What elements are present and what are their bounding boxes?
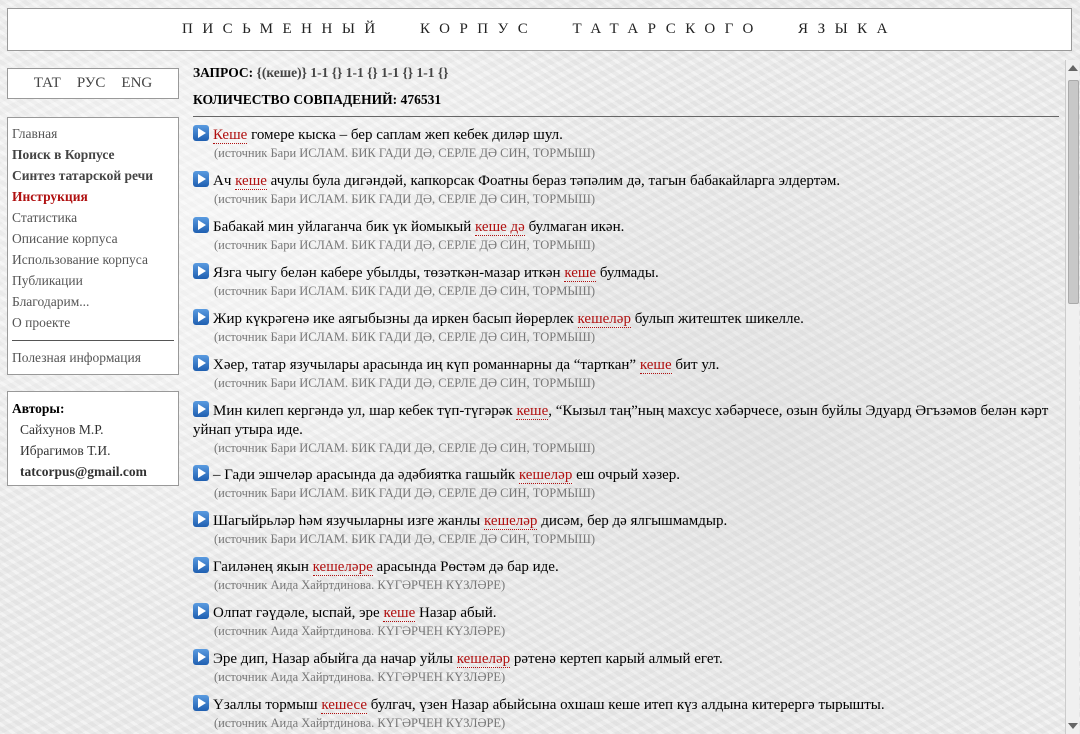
result-sentence <box>193 309 1059 329</box>
match-highlight[interactable]: кешеләр <box>484 513 538 529</box>
result-source: (источник Бари ИСЛАМ. БИК ГАДИ ДӘ, СЕРЛЕ ДӘ СИН, ТОРМЫШ) <box>214 146 596 160</box>
results-divider <box>193 116 1059 117</box>
result-source: (источник Бари ИСЛАМ. БИК ГАДИ ДӘ, СЕРЛЕ ДӘ СИН, ТОРМЫШ) <box>214 441 596 455</box>
result-source: (источник Бари ИСЛАМ. БИК ГАДИ ДӘ, СЕРЛЕ ДӘ СИН, ТОРМЫШ) <box>214 330 596 344</box>
result-source: (источник Аида Хайртдинова. КҮГӘРЧЕН КҮЗЛӘРЕ) <box>214 716 506 730</box>
play-audio-icon[interactable] <box>193 263 209 279</box>
page-scrollbar[interactable] <box>1065 60 1079 734</box>
play-audio-icon[interactable] <box>193 511 209 527</box>
lang-eng-link[interactable]: ENG <box>121 75 153 91</box>
menu-item-useful-info[interactable]: Полезная информация <box>12 350 141 365</box>
scroll-up-arrow-icon[interactable] <box>1068 65 1078 71</box>
result-source: (источник Бари ИСЛАМ. БИК ГАДИ ДӘ, СЕРЛЕ ДӘ СИН, ТОРМЫШ) <box>214 486 596 500</box>
sentence-pre: – Гади эшчеләр арасында да әдәбиятка гашыйк <box>213 467 519 483</box>
result-item <box>193 125 1059 161</box>
play-audio-icon[interactable] <box>193 171 209 187</box>
language-switcher <box>7 68 179 99</box>
query-value: {(кеше)} 1-1 {} 1-1 {} 1-1 {} 1-1 {} <box>256 65 449 80</box>
menu-item-publications[interactable]: Публикации <box>12 273 83 288</box>
match-highlight[interactable]: кеше <box>235 173 267 189</box>
sentence-post: булып житештек шикелле. <box>630 311 804 327</box>
menu-item-home[interactable]: Главная <box>12 126 58 141</box>
sentence-post: Назар абый. <box>415 605 497 621</box>
match-highlight[interactable]: кешеләр <box>456 651 511 667</box>
play-audio-icon[interactable] <box>193 649 209 665</box>
result-item <box>193 401 1059 456</box>
result-sentence <box>193 401 1059 440</box>
result-sentence <box>193 263 1059 283</box>
sentence-post: еш очрый хәзер. <box>572 467 681 483</box>
result-sentence <box>193 603 1059 623</box>
menu-item-about[interactable]: О проекте <box>12 315 71 330</box>
match-highlight[interactable]: Кеше <box>213 127 248 143</box>
sentence-pre: Олпат гәүдәле, ыспай, эре <box>213 605 384 621</box>
scrollbar-thumb[interactable] <box>1068 80 1079 304</box>
sentence-post: ачулы була дигәндәй, капкорсак Фоатны бераз тәпәлим дә, тагын бабакайларга элдертәм. <box>266 173 841 189</box>
result-sentence <box>193 217 1059 237</box>
match-highlight[interactable]: кешесе <box>321 697 368 713</box>
query-line <box>193 62 1059 83</box>
result-item <box>193 263 1059 299</box>
result-item <box>193 355 1059 391</box>
result-item <box>193 309 1059 345</box>
sentence-pre: Жир күкрәгенә ике аягыбызны да иркен басып йөрерлек <box>213 311 578 327</box>
menu-item-thanks[interactable]: Благодарим... <box>12 294 90 309</box>
authors-box <box>7 391 179 486</box>
sentence-post: дисәм, бер дә ялгышмамдыр. <box>537 513 728 529</box>
result-source: (источник Аида Хайртдинова. КҮГӘРЧЕН КҮЗЛӘРЕ) <box>214 670 506 684</box>
menu-divider <box>12 340 174 341</box>
play-audio-icon[interactable] <box>193 557 209 573</box>
sentence-pre: Үзаллы тормыш <box>213 697 322 713</box>
result-item <box>193 217 1059 253</box>
result-item <box>193 649 1059 685</box>
menu-item-instructions[interactable]: Инструкция <box>12 189 88 204</box>
sentence-post: , “Кызыл таң”ның махсус хәбәрчесе, озын буйлы Эдуард Әгъзәмов белән кәрт уйнап утыра иде. <box>193 403 1049 438</box>
result-sentence <box>193 465 1059 485</box>
sentence-pre: Ач <box>213 173 236 189</box>
result-source: (источник Бари ИСЛАМ. БИК ГАДИ ДӘ, СЕРЛЕ ДӘ СИН, ТОРМЫШ) <box>214 238 596 252</box>
play-audio-icon[interactable] <box>193 695 209 711</box>
result-sentence <box>193 511 1059 531</box>
author-name: Ибрагимов Т.И. <box>20 443 111 458</box>
author-name: Сайхунов М.Р. <box>20 422 104 437</box>
match-highlight[interactable]: кеше <box>564 265 597 281</box>
result-source: (источник Бари ИСЛАМ. БИК ГАДИ ДӘ, СЕРЛЕ ДӘ СИН, ТОРМЫШ) <box>214 376 596 390</box>
sentence-post: бит ул. <box>671 357 720 373</box>
sentence-post: гомере кыска – бер саплам жеп кебек диләр шул. <box>247 127 563 143</box>
result-item <box>193 465 1059 501</box>
result-source: (источник Бари ИСЛАМ. БИК ГАДИ ДӘ, СЕРЛЕ ДӘ СИН, ТОРМЫШ) <box>214 192 596 206</box>
match-highlight[interactable]: кеше <box>383 605 416 621</box>
sentence-pre: Хәер, татар язучылары арасында иң күп романнарны да “тарткан” <box>213 357 640 373</box>
lang-rus-link[interactable]: РУС <box>76 75 106 91</box>
result-sentence <box>193 557 1059 577</box>
result-item <box>193 695 1059 731</box>
site-title: ПИСЬМЕННЫЙ КОРПУС ТАТАРСКОГО ЯЗЫКА <box>181 21 897 37</box>
result-sentence <box>193 125 1059 145</box>
result-item <box>193 603 1059 639</box>
sentence-pre: Эре дип, Назар абыйга да начар уйлы <box>213 651 457 667</box>
play-audio-icon[interactable] <box>193 401 209 417</box>
result-source: (источник Аида Хайртдинова. КҮГӘРЧЕН КҮЗЛӘРЕ) <box>214 578 506 592</box>
sentence-post: рәтенә кертеп карый алмый егет. <box>510 651 723 667</box>
menu-item-corpus-description[interactable]: Описание корпуса <box>12 231 118 246</box>
match-highlight[interactable]: кешеләр <box>518 467 573 483</box>
menu-item-speech-synthesis[interactable]: Синтез татарской речи <box>12 168 154 183</box>
result-source: (источник Бари ИСЛАМ. БИК ГАДИ ДӘ, СЕРЛЕ ДӘ СИН, ТОРМЫШ) <box>214 284 596 298</box>
sentence-pre: Бабакай мин уйлаганча бик үк йомыкый <box>213 219 476 235</box>
sentence-pre: Мин килеп кергәндә ул, шар кебек түп-түгәрәк <box>213 403 517 419</box>
match-count-line <box>193 89 1059 110</box>
match-highlight[interactable]: кеше дә <box>475 219 525 235</box>
query-label: ЗАПРОС: <box>193 65 254 80</box>
result-item <box>193 171 1059 207</box>
sentence-post: арасында Рөстәм дә бар иде. <box>372 559 559 575</box>
play-audio-icon[interactable] <box>193 125 209 141</box>
match-highlight[interactable]: кешеләре <box>312 559 373 575</box>
results-panel <box>193 62 1059 730</box>
match-count-value: 476531 <box>400 92 442 107</box>
result-sentence <box>193 649 1059 669</box>
match-count-label: КОЛИЧЕСТВО СОВПАДЕНИЙ: <box>193 92 398 107</box>
sentence-post: булгач, үзен Назар абыйсына охшаш кеше итеп күз алдына китерергә тырышты. <box>367 697 885 713</box>
sidebar-menu <box>7 117 179 375</box>
play-audio-icon[interactable] <box>193 309 209 325</box>
sentence-post: булмаган икән. <box>524 219 625 235</box>
lang-tat-link[interactable]: ТАТ <box>33 75 61 91</box>
result-source: (источник Бари ИСЛАМ. БИК ГАДИ ДӘ, СЕРЛЕ ДӘ СИН, ТОРМЫШ) <box>214 532 596 546</box>
result-source: (источник Аида Хайртдинова. КҮГӘРЧЕН КҮЗЛӘРЕ) <box>214 624 506 638</box>
result-sentence <box>193 171 1059 191</box>
scroll-down-arrow-icon[interactable] <box>1068 723 1078 729</box>
menu-item-search[interactable]: Поиск в Корпусе <box>12 147 115 162</box>
play-audio-icon[interactable] <box>193 603 209 619</box>
match-highlight[interactable]: кеше <box>516 403 549 419</box>
play-audio-icon[interactable] <box>193 217 209 233</box>
menu-item-corpus-usage[interactable]: Использование корпуса <box>12 252 148 267</box>
authors-title: Авторы: <box>12 401 65 416</box>
match-highlight[interactable]: кешеләр <box>577 311 631 327</box>
result-sentence <box>193 355 1059 375</box>
result-sentence <box>193 695 1059 715</box>
play-audio-icon[interactable] <box>193 355 209 371</box>
match-highlight[interactable]: кеше <box>639 357 672 373</box>
result-item <box>193 557 1059 593</box>
author-email-link[interactable]: tatcorpus@gmail.com <box>20 464 147 479</box>
sentence-pre: Шагыйрьләр һәм язучыларны изге жанлы <box>213 513 484 529</box>
site-header <box>7 8 1072 51</box>
sentence-post: булмады. <box>596 265 659 281</box>
play-audio-icon[interactable] <box>193 465 209 481</box>
menu-item-statistics[interactable]: Статистика <box>12 210 78 225</box>
sentence-pre: Гаиләнең якын <box>213 559 313 575</box>
result-item <box>193 511 1059 547</box>
sentence-pre: Язга чыгу белән кабере убылды, төзәткән-мазар иткән <box>213 265 565 281</box>
